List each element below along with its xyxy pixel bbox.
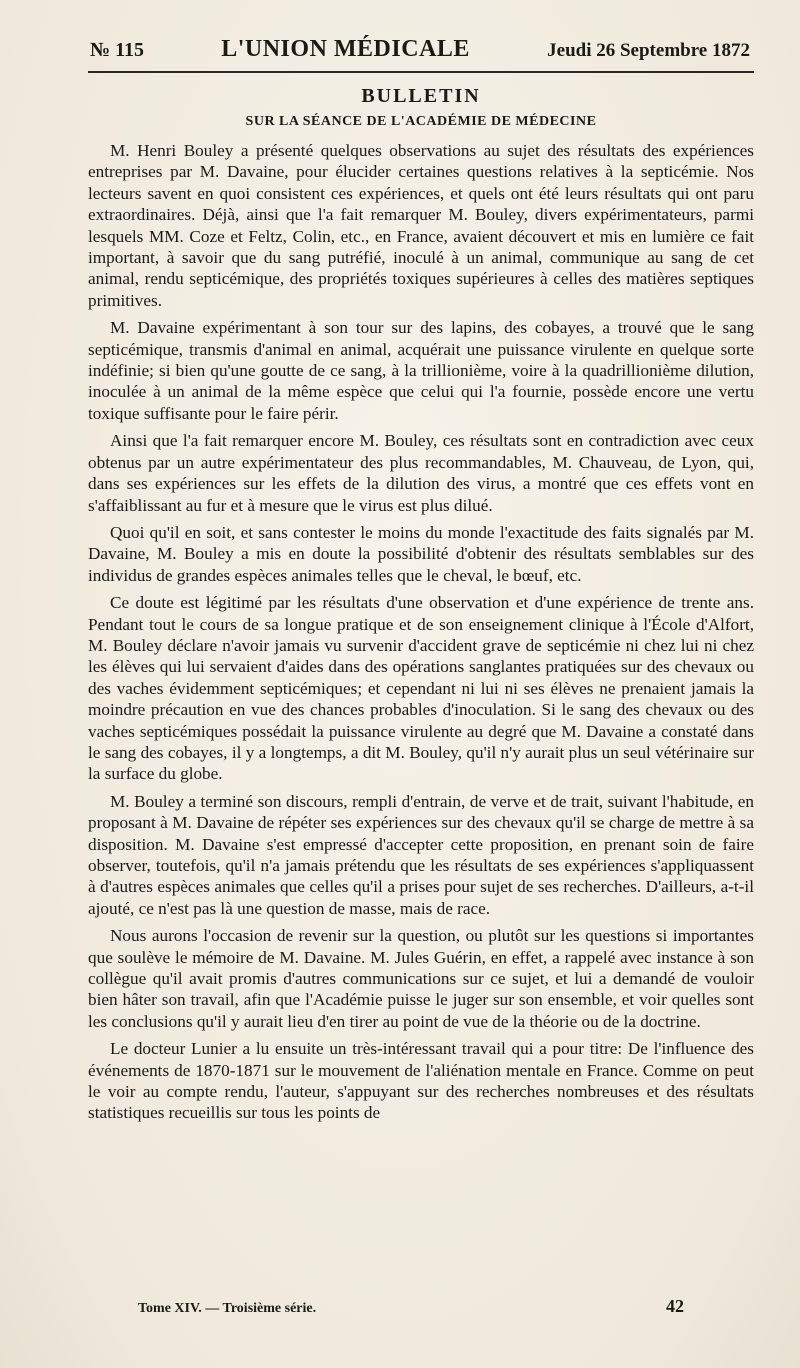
issue-number: № 115 xyxy=(90,39,144,61)
article-heading: BULLETIN xyxy=(361,85,481,107)
volume-info: Tome XIV. — Troisième série. xyxy=(138,1301,317,1316)
article-body xyxy=(88,140,754,1124)
paragraph: M. Bouley a terminé son discours, rempli d'entrain, de verve et de trait, suivant l'habitude, en proposant à M. Davaine de répéter ses expériences sur des chevaux qu'il se charge de mettre à sa disposition. M. Davaine s'est empressé d'accepter cette proposition, en prenant soin de faire observer, toutefois, qu'il n'a jamais prétendu que les résultats de ses expériences s'appliquassent à d'autres espèces animales que celles qu'il a prises pour sujet de ses recherches. D'ailleurs, a-t-il ajouté, ce n'est pas là une question de masse, mais de race. xyxy=(88,791,754,918)
paragraph: M. Henri Bouley a présenté quelques observations au sujet des résultats des expériences entreprises par M. Davaine, pour élucider certaines questions relatives à la septicémie. Nos lecteurs savent en quoi consistent ces expériences, et quels ont été leurs résultats qui ont paru extraordinaires. Déjà, ainsi que l'a fait remarquer M. Bouley, divers expérimentateurs, parmi lesquels MM. Coze et Feltz, Colin, etc., en France, avaient découvert et mis en lumière ce fait important, à savoir que du sang putréfié, inoculé à un animal, communique au sang de cet animal, rendu septicémique, des propriétés toxiques supérieures à celles des matières septiques primitives. xyxy=(88,141,754,310)
page-footer xyxy=(138,1296,684,1317)
paragraph: Ainsi que l'a fait remarquer encore M. Bouley, ces résultats sont en contradiction avec ceux obtenus par un autre expérimentateur des plus recommandables, M. Chauveau, de Lyon, qui, dans ses expériences sur les effets de la dilution des virus, a montré que ces effets vont en s'affaiblissant au fur et à mesure que le virus est plus dilué. xyxy=(88,431,754,515)
paragraph: Ce doute est légitimé par les résultats d'une observation et d'une expérience de trente ans. Pendant tout le cours de sa longue pratique et de son enseignement clinique à l'École d'Alfort, M. Bouley déclare n'avoir jamais vu survenir d'accident grave de septicémie ni chez lui ni chez les élèves qui lui servaient d'aides dans des opérations sanglantes pratiquées sur des chevaux ou des vaches évidemment septicémiques; et cependant ni lui ni ses élèves ne prenaient jamais la moindre précaution en vue des chances probables d'inoculation. Si le sang des chevaux ou des vaches septicémiques possédait la puissance virulente au degré que M. Davaine a constaté dans le sang des cobayes, il y a longtemps, a dit M. Bouley, qu'il n'y aurait plus un seul vétérinaire sur la surface du globe. xyxy=(88,593,754,784)
page-number: 42 xyxy=(666,1296,684,1316)
masthead xyxy=(88,36,754,73)
paragraph: M. Davaine expérimentant à son tour sur des lapins, des cobayes, a trouvé que le sang septicémique, transmis d'animal en animal, acquérait une puissance virulente en quelque sorte indéfinie; si bien qu'une goutte de ce sang, à la trillionième, voire à la quadrillionième dilution, inoculée à un animal de la même espèce que celui qui l'a fournie, possède encore une vertu toxique suffisante pour le faire périr. xyxy=(88,318,754,423)
article-subheading: SUR LA SÉANCE DE L'ACADÉMIE DE MÉDECINE xyxy=(245,114,597,129)
paragraph: Le docteur Lunier a lu ensuite un très-intéressant travail qui a pour titre: De l'influence des événements de 1870-1871 sur le mouvement de l'aliénation mentale en France. Comme on peut le voir au compte rendu, l'auteur, s'appuyant sur des recherches nombreuses et des résultats statistiques recueillis sur tous les points de xyxy=(88,1039,754,1123)
paragraph: Quoi qu'il en soit, et sans contester le moins du monde l'exactitude des faits signalés par M. Davaine, M. Bouley a mis en doute la possibilité d'obtenir des résultats semblables sur des individus de grandes espèces animales telles que le cheval, le bœuf, etc. xyxy=(88,522,754,585)
issue-date: Jeudi 26 Septembre 1872 xyxy=(547,40,750,61)
journal-title: L'UNION MÉDICALE xyxy=(221,36,470,62)
paragraph: Nous aurons l'occasion de revenir sur la question, ou plutôt sur les questions si importantes que soulève le mémoire de M. Davaine. M. Jules Guérin, en effet, a rappelé avec instance à son collègue qu'il avait promis d'autres communications sur ce sujet, et lui a demandé de vouloir bien hâter son travail, afin que l'Académie puisse le juger sur son ensemble, et voir quelles sont les conclusions qu'il y aurait lieu d'en tirer au point de vue de la théorie ou de la doctrine. xyxy=(88,926,754,1031)
